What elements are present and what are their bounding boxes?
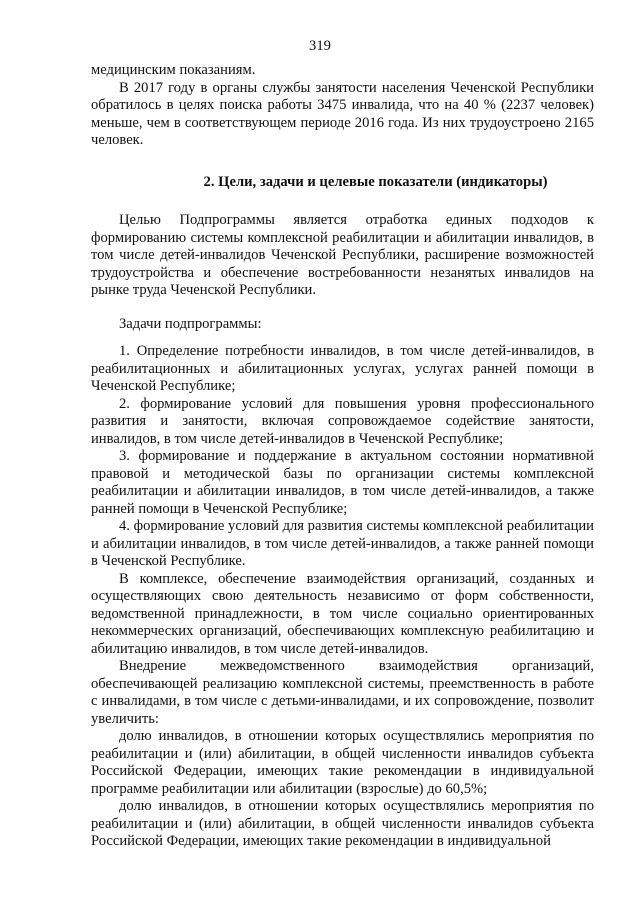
document-body xyxy=(91,62,594,851)
task-item-3: 3. формирование и поддержание в актуальном состоянии нормативной правовой и методической базы по организации системы комплексной реабилитации и абилитации инвалидов, в том числе детей-инвалидов, а также ранней помощи в Чеченской Республике; xyxy=(91,448,594,517)
paragraph-share-adults: долю инвалидов, в отношении которых осуществлялись мероприятия по реабилитации и (или) абилитации, в общей численности инвалидов субъекта Российской Федерации, имеющих такие рекомендации в индивидуальной программе реабилитации или абилитации (взрослые) до 60,5%; xyxy=(91,728,594,797)
paragraph-employment-2017: В 2017 году в органы службы занятости населения Чеченской Республики обратилось в целях поиска работы 3475 инвалида, что на 40 % (2237 человек) меньше, чем в соответствующем периоде 2016 года. Из них трудоустроено 2165 человек. xyxy=(91,79,594,148)
paragraph-interaction: В комплексе, обеспечение взаимодействия организаций, созданных и осуществляющих свою деятельность независимо от форм собственности, ведомственной принадлежности, в том числе социально ориентированных некоммерческих организаций, обеспечивающих комплексную реабилитацию и абилитацию инвалидов, в том числе детей-инвалидов. xyxy=(91,570,594,657)
task-item-2: 2. формирование условий для повышения уровня профессионального развития и занятости, включая сопровождаемое содействие занятости, инвалидов, в том числе детей-инвалидов в Чеченской Республике; xyxy=(91,395,594,447)
section-heading: 2. Цели, задачи и целевые показатели (индикаторы) xyxy=(203,173,548,190)
page-number: 319 xyxy=(309,38,331,54)
task-item-1: 1. Определение потребности инвалидов, в том числе детей-инвалидов, в реабилитационных и абилитационных услугах, услугах ранней помощи в Чеченской Республике; xyxy=(91,343,594,394)
task-item-4: 4. формирование условий для развития системы комплексной реабилитации и абилитации инвалидов, в том числе детей-инвалидов, а также ранней помощи в Чеченской Республике. xyxy=(91,518,594,569)
tasks-label: Задачи подпрограммы: xyxy=(119,315,262,332)
paragraph-continuation: медицинским показаниям. xyxy=(91,62,256,78)
paragraph-goal: Целью Подпрограммы является отработка единых подходов к формированию системы комплексной реабилитации и абилитации инвалидов, в том числе детей-инвалидов Чеченской Республики, расширение возможностей трудоустройства и обеспечение востребованности незанятых инвалидов на рынке труда Чеченской Республики. xyxy=(91,212,594,298)
paragraph-implementation: Внедрение межведомственного взаимодействия организаций, обеспечивающей реализацию комплексной системы, преемственность в работе с инвалидами, в том числе с детьми-инвалидами, и их сопровождение, позволит увеличить: xyxy=(91,658,594,727)
paragraph-share-continued: долю инвалидов, в отношении которых осуществлялись мероприятия по реабилитации и (или) абилитации, в общей численности инвалидов субъекта Российской Федерации, имеющих такие рекомендации в индивидуальной xyxy=(91,798,594,849)
